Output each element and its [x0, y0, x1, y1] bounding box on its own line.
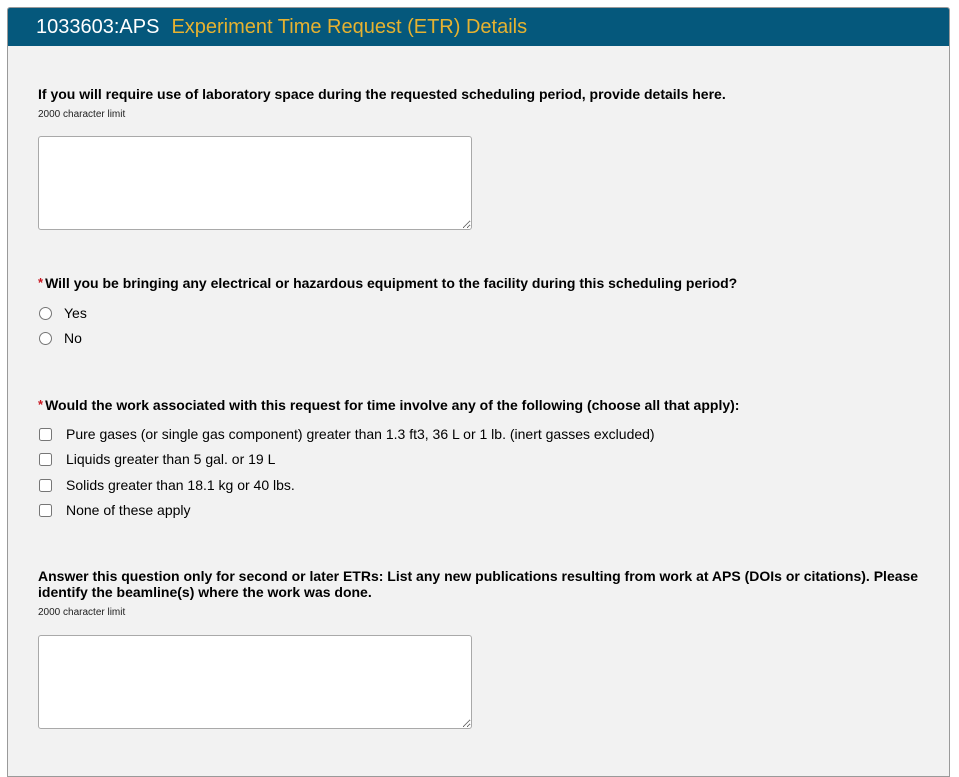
- solids-checkbox[interactable]: [39, 479, 52, 492]
- materials-question: [38, 397, 928, 413]
- hazard-yes-label: Yes: [64, 305, 87, 321]
- gases-checkbox[interactable]: [39, 428, 52, 441]
- materials-option-solids[interactable]: [38, 477, 295, 493]
- required-marker: *: [38, 275, 44, 290]
- materials-option-none[interactable]: [38, 502, 191, 518]
- liquids-checkbox[interactable]: [39, 453, 52, 466]
- hazard-no-label: No: [64, 330, 82, 346]
- none-label: None of these apply: [66, 502, 191, 518]
- required-marker: *: [38, 397, 44, 412]
- materials-option-liquids[interactable]: [38, 451, 275, 467]
- solids-label: Solids greater than 18.1 kg or 40 lbs.: [66, 477, 295, 493]
- materials-question-text: Would the work associated with this request for time involve any of the following (choose all that apply):: [45, 397, 740, 413]
- hazard-equipment-question: [38, 275, 928, 291]
- hazard-option-yes[interactable]: [38, 305, 87, 321]
- publications-question: Answer this question only for second or later ETRs: List any new publications resulting from work at APS (DOIs or citations). Please identify the beamline(s) where the work was done.: [38, 568, 919, 600]
- lab-space-question: If you will require use of laboratory space during the requested scheduling period, provide details here.: [38, 86, 726, 102]
- panel-header: [8, 8, 949, 46]
- hazard-option-no[interactable]: [38, 330, 82, 346]
- lab-space-textarea[interactable]: [38, 136, 472, 230]
- hazard-no-radio[interactable]: [39, 332, 52, 345]
- publications-char-limit: 2000 character limit: [38, 607, 126, 618]
- panel-title: Experiment Time Request (ETR) Details: [171, 15, 528, 38]
- none-checkbox[interactable]: [39, 504, 52, 517]
- materials-option-gases[interactable]: [38, 426, 655, 442]
- gases-label: Pure gases (or single gas component) greater than 1.3 ft3, 36 L or 1 lb. (inert gasses excluded): [66, 426, 655, 442]
- lab-space-char-limit: 2000 character limit: [38, 109, 126, 120]
- hazard-yes-radio[interactable]: [39, 307, 52, 320]
- proposal-id: 1033603:APS: [36, 15, 160, 38]
- etr-details-panel: [7, 7, 950, 777]
- liquids-label: Liquids greater than 5 gal. or 19 L: [66, 451, 276, 467]
- hazard-equipment-question-text: Will you be bringing any electrical or hazardous equipment to the facility during this scheduling period?: [45, 275, 738, 291]
- publications-textarea[interactable]: [38, 635, 472, 729]
